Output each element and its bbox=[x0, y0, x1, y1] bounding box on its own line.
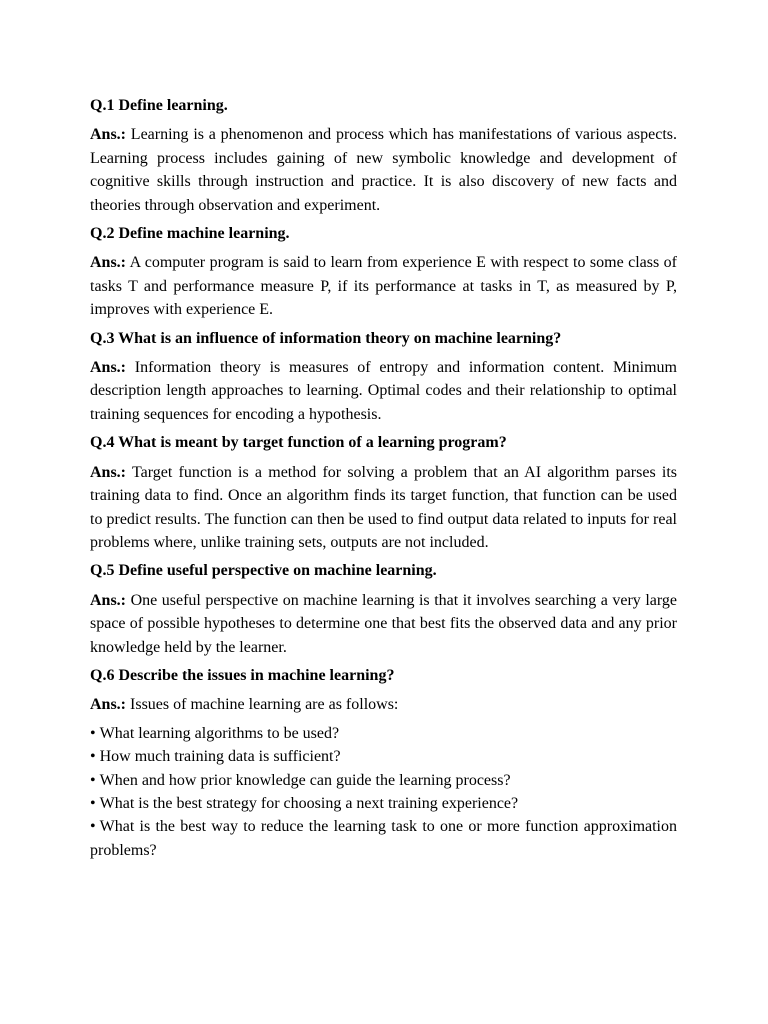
answer-3-text: Information theory is measures of entropy and information content. Minimum description length approaches to learning. Optimal codes and their relationship to optimal training sequences for encoding a hypothesis. bbox=[90, 359, 678, 423]
bullet-icon: • bbox=[90, 748, 96, 766]
answer-label: Ans.: bbox=[90, 696, 127, 714]
answer-label: Ans.: bbox=[90, 463, 127, 481]
list-item: • What is the best way to reduce the learning task to one or more function approximation problems? bbox=[90, 818, 677, 859]
question-2: Q.2 Define machine learning. bbox=[90, 225, 290, 243]
list-item: • How much training data is sufficient? bbox=[90, 748, 341, 766]
document-page bbox=[90, 94, 677, 862]
answer-6-text: Issues of machine learning are as follows: bbox=[130, 696, 399, 714]
answer-4 bbox=[90, 461, 677, 555]
bullet-icon: • bbox=[90, 771, 96, 789]
question-1: Q.1 Define learning. bbox=[90, 97, 228, 114]
list-item: • What is the best strategy for choosing a next training experience? bbox=[90, 794, 519, 812]
bullet-icon: • bbox=[90, 724, 96, 742]
question-5: Q.5 Define useful perspective on machine learning. bbox=[90, 562, 437, 580]
answer-1-text: Learning is a phenomenon and process which has manifestations of various aspects. Learning process includes gaining of new symbolic knowledge and development of cognitive skills through instruction and practice. It is also discovery of new facts and theories through observation and experiment. bbox=[90, 126, 677, 214]
answer-3 bbox=[90, 356, 677, 426]
answer-label: Ans.: bbox=[90, 254, 127, 272]
list-item: • What learning algorithms to be used? bbox=[90, 724, 340, 742]
answer-2-text: A computer program is said to learn from experience E with respect to some class of tasks T and performance measure P, if its performance at tasks in T, as measured by P, improves with experience E. bbox=[90, 254, 678, 319]
bullet-icon: • bbox=[90, 818, 96, 836]
question-3: Q.3 What is an influence of information theory on machine learning? bbox=[90, 329, 562, 347]
list-item: • When and how prior knowledge can guide the learning process? bbox=[90, 771, 511, 789]
answer-6 bbox=[90, 693, 677, 716]
answer-label: Ans.: bbox=[90, 591, 127, 609]
answer-2 bbox=[90, 251, 677, 321]
answer-label: Ans.: bbox=[90, 126, 127, 144]
question-4: Q.4 What is meant by target function of a learning program? bbox=[90, 434, 507, 452]
answer-4-text: Target function is a method for solving a problem that an AI algorithm parses its training data to find. Once an algorithm finds its target function, that function can be used to predict results. The function can then be used to find output data related to inputs for real problems where, unlike training sets, outputs are not included. bbox=[90, 463, 678, 551]
answer-5 bbox=[90, 589, 677, 659]
question-6: Q.6 Describe the issues in machine learning? bbox=[90, 666, 395, 684]
answer-1 bbox=[90, 123, 677, 217]
issues-list bbox=[90, 722, 677, 862]
bullet-icon: • bbox=[90, 794, 96, 812]
answer-5-text: One useful perspective on machine learning is that it involves searching a very large space of possible hypotheses to determine one that best fits the observed data and any prior knowledge held by the learner. bbox=[90, 591, 678, 656]
answer-label: Ans.: bbox=[90, 359, 127, 377]
